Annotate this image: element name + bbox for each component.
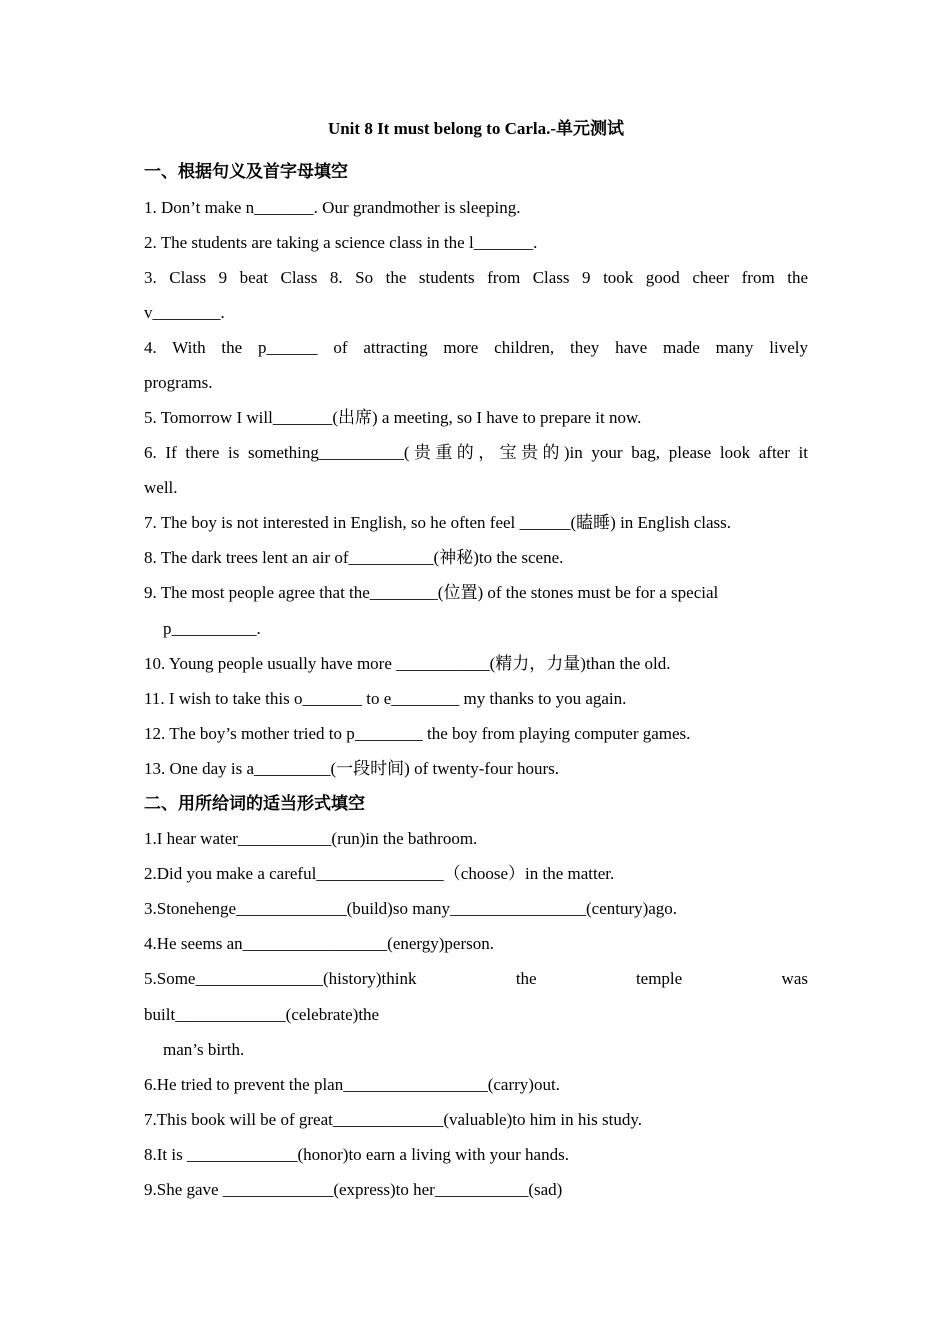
question-line: 3. Class 9 beat Class 8. So the students from Class 9 took good cheer from the — [144, 268, 808, 287]
question-line: 4. With the p______ of attracting more children, they have made many lively — [144, 338, 808, 357]
question-line: 4.He seems an_________________(energy)person. — [144, 934, 495, 953]
section-2-heading: 二、用所给词的适当形式填空 — [144, 794, 365, 814]
question-line: 12. The boy’s mother tried to p________ the boy from playing computer games. — [144, 724, 691, 743]
question-line: 8.It is _____________(honor)to earn a living with your hands. — [144, 1145, 569, 1164]
question-line: 7.This book will be of great_____________(valuable)to him in his study. — [144, 1110, 642, 1129]
page-title: Unit 8 It must belong to Carla.-单元测试 — [327, 119, 625, 138]
question-line: 9. The most people agree that the________(位置) of the stones must be for a special — [144, 583, 719, 602]
question-line: 5. Tomorrow I will_______(出席) a meeting, so I have to prepare it now. — [144, 408, 642, 427]
question-line: 9.She gave _____________(express)to her___________(sad) — [144, 1180, 563, 1199]
question-line-continuation: v________. — [144, 303, 225, 322]
question-line: 6. If there is something__________(贵重的，宝贵的)in your bag, please look after it — [144, 443, 808, 462]
question-line: 8. The dark trees lent an air of__________(神秘)to the scene. — [144, 548, 564, 567]
question-line: 7. The boy is not interested in English, so he often feel ______(瞌睡) in English class. — [144, 513, 732, 532]
question-line: 2. The students are taking a science class in the l_______. — [144, 233, 538, 252]
question-line-continuation: well. — [144, 478, 178, 497]
question-line-continuation: built_____________(celebrate)the — [144, 1005, 380, 1024]
question-line: 3.Stonehenge_____________(build)so many________________(century)ago. — [144, 899, 678, 918]
question-line-continuation: programs. — [144, 373, 213, 392]
question-line: 1.I hear water___________(run)in the bathroom. — [144, 829, 478, 848]
section-1-heading: 一、根据句义及首字母填空 — [144, 162, 348, 182]
question-line: 5.Some_______________(history)think the temple was — [144, 969, 808, 988]
question-line: 10. Young people usually have more ___________(精力，力量)than the old. — [144, 654, 671, 673]
question-line: 11. I wish to take this o_______ to e________ my thanks to you again. — [144, 689, 627, 708]
question-line: 2.Did you make a careful_______________（choose）in the matter. — [144, 864, 615, 883]
question-line: 6.He tried to prevent the plan_________________(carry)out. — [144, 1075, 560, 1094]
question-line-continuation: p__________. — [163, 619, 261, 638]
question-line-continuation: man’s birth. — [163, 1040, 245, 1059]
question-line: 1. Don’t make n_______. Our grandmother is sleeping. — [144, 198, 521, 217]
question-line: 13. One day is a_________(一段时间) of twenty-four hours. — [144, 759, 560, 778]
